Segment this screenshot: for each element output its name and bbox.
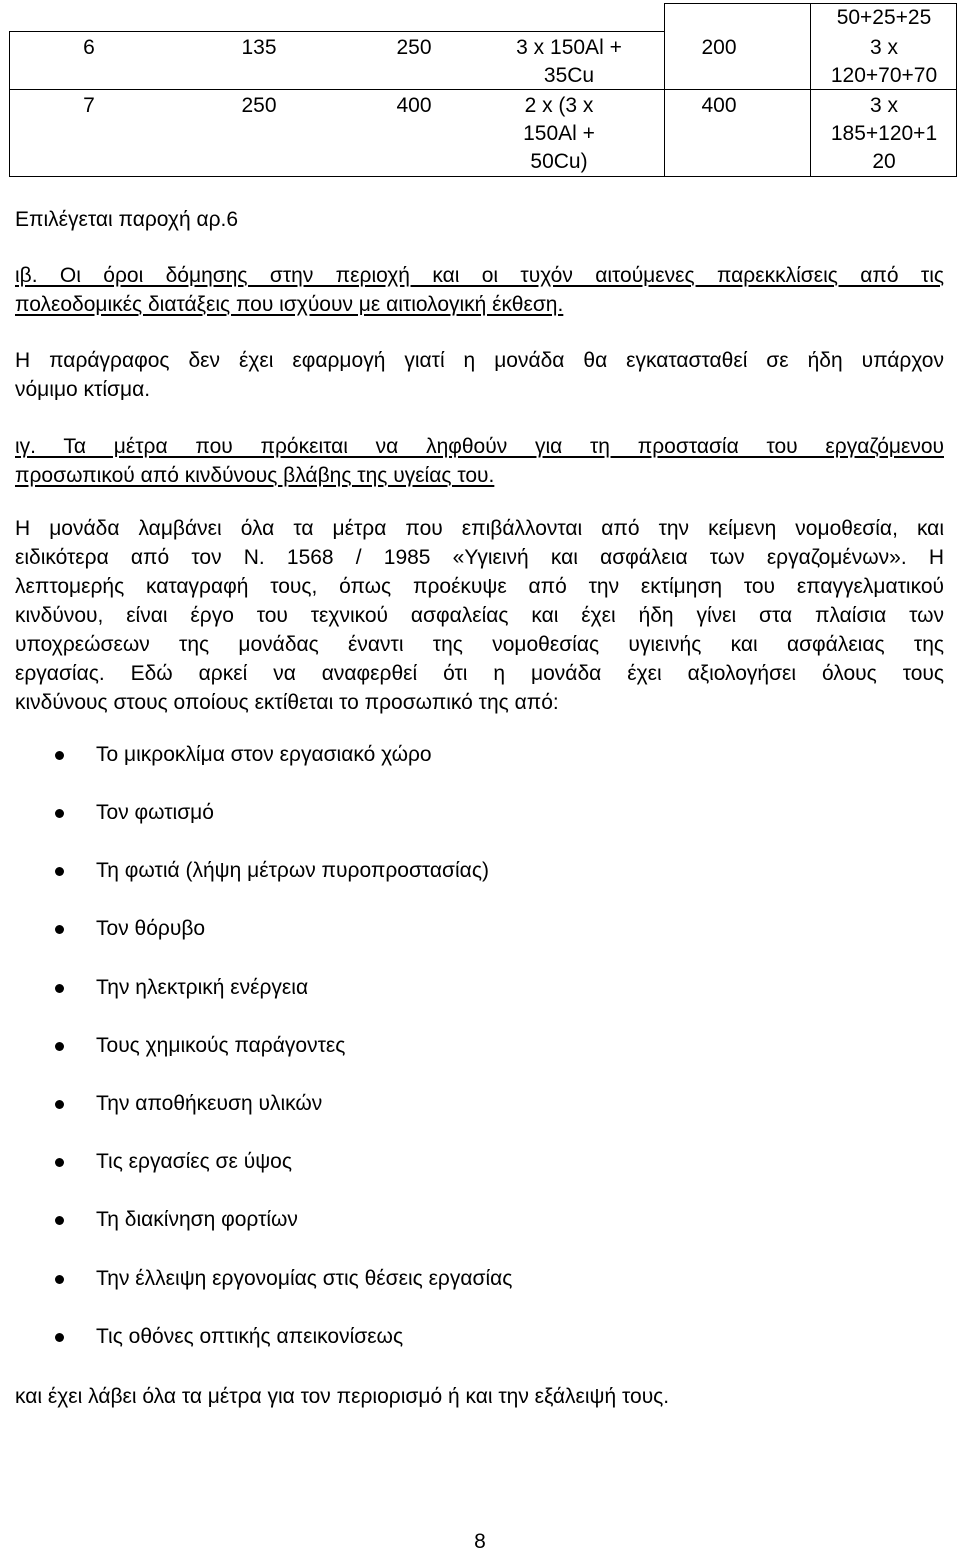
selected-supply-text: Επιλέγεται παροχή αρ.6 <box>15 208 239 231</box>
table-cell: 7 <box>83 94 95 117</box>
paragraph-line: νόμιμο κτίσμα. <box>15 378 151 401</box>
bullet-icon <box>55 809 64 818</box>
paragraph-line: ειδικότερα από τον Ν. 1568 / 1985 «Υγιεινή και ασφάλεια των εργαζομένων». Η <box>15 546 944 569</box>
list-item: Τον θόρυβο <box>0 914 900 944</box>
paragraph-line: Η μονάδα λαμβάνει όλα τα μέτρα που επιβάλλονται από την κείμενη νομοθεσία, και <box>15 517 944 540</box>
list-item: Τις εργασίες σε ύψος <box>0 1147 900 1177</box>
list-item: Την ηλεκτρική ενέργεια <box>0 973 900 1003</box>
bullet-icon <box>55 867 64 876</box>
bullet-icon <box>55 1100 64 1109</box>
list-item: Τους χημικούς παράγοντες <box>0 1031 900 1061</box>
bullet-icon <box>55 1042 64 1051</box>
table-cell: 3 x 150Al + <box>516 36 622 59</box>
list-item: Την έλλειψη εργονομίας στις θέσεις εργασίας <box>0 1264 900 1294</box>
table-cell: 250 <box>396 36 432 59</box>
paragraph-line: λεπτομερής καταγραφή τους, όπως προέκυψε από την εκτίμηση του επαγγελματικού <box>15 575 944 598</box>
table-cell: 50Cu) <box>530 150 588 173</box>
section-ib-heading-line2: πολεοδομικές διατάξεις που ισχύουν με αιτιολογική έκθεση. <box>15 293 564 316</box>
paragraph-line: κινδύνου, είναι έργο του τεχνικού ασφαλείας και έχει ήδη γίνει στα πλαίσια των <box>15 604 944 627</box>
bullet-icon <box>55 1158 64 1167</box>
table-cell: 3 x <box>869 36 898 59</box>
closing-paragraph: και έχει λάβει όλα τα μέτρα για τον περιορισμό ή και την εξάλειψή τους. <box>15 1385 670 1408</box>
table-cell: 35Cu <box>543 64 595 87</box>
paragraph-line: Η παράγραφος δεν έχει εφαρμογή γιατί η μονάδα θα εγκατασταθεί σε ήδη υπάρχον <box>15 349 944 372</box>
list-item: Τις οθόνες οπτικής απεικονίσεως <box>0 1322 900 1352</box>
table-cell: 250 <box>241 94 277 117</box>
bullet-icon <box>55 1216 64 1225</box>
table-cell: 200 <box>701 36 737 59</box>
table-cell: 400 <box>701 94 737 117</box>
list-item: Τον φωτισμό <box>0 798 900 828</box>
list-item: Τη διακίνηση φορτίων <box>0 1205 900 1235</box>
table-cell: 135 <box>241 36 277 59</box>
bullet-icon <box>55 751 64 760</box>
power-supply-table <box>9 3 957 177</box>
section-ib-heading-line1: ιβ. Οι όροι δόμησης στην περιοχή και οι τυχόν αιτούμενες παρεκκλίσεις από τις <box>15 264 944 287</box>
list-item: Την αποθήκευση υλικών <box>0 1089 900 1119</box>
bullet-icon <box>55 984 64 993</box>
paragraph-line: εργασίας. Εδώ αρκεί να αναφερθεί ότι η μονάδα έχει αξιολογήσει όλους τους <box>15 662 944 685</box>
paragraph-line: κινδύνους στους οποίους εκτίθεται το προσωπικό της από: <box>15 691 559 714</box>
table-cell: 2 x (3 x <box>524 94 594 117</box>
table-cell: 400 <box>396 94 432 117</box>
paragraph-line: υποχρεώσεων της μονάδας έναντι της νομοθεσίας υγιεινής και ασφάλειας της <box>15 633 944 656</box>
table-cell: 150Al + <box>523 122 595 145</box>
table-cell: 6 <box>83 36 95 59</box>
page-number: 8 <box>474 1530 486 1553</box>
bullet-icon <box>55 1275 64 1284</box>
table-cell: 185+120+1 <box>830 122 938 145</box>
bullet-icon <box>55 1333 64 1342</box>
section-ig-heading-line1: ιγ. Τα μέτρα που πρόκειται να ληφθούν για τη προστασία του εργαζόμενου <box>15 435 944 458</box>
bullet-icon <box>55 925 64 934</box>
table-cell: 50+25+25 <box>836 6 932 29</box>
list-item: Το μικροκλίμα στον εργασιακό χώρο <box>0 740 900 770</box>
list-item: Τη φωτιά (λήψη μέτρων πυροπροστασίας) <box>0 856 900 886</box>
table-cell: 20 <box>872 150 896 173</box>
section-ig-heading-line2: προσωπικού από κινδύνους βλάβης της υγείας του. <box>15 464 495 487</box>
table-cell: 120+70+70 <box>830 64 938 87</box>
table-cell: 3 x <box>869 94 898 117</box>
